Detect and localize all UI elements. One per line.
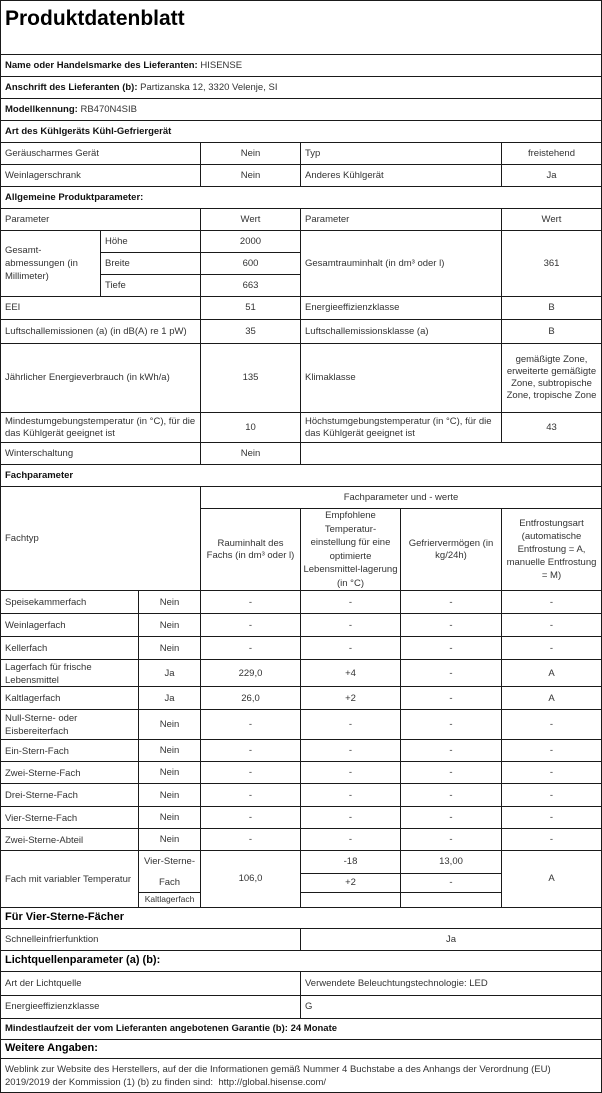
compartment-present: Ja xyxy=(138,659,201,688)
min-temp-label: Mindestumgebungstemperatur (in °C), für die das Kühlgerät geeignet ist xyxy=(0,412,201,443)
light-type-value: Verwendete Beleuchtungstechnologie: LED xyxy=(300,971,602,996)
col-header-freezing-capacity: Gefriervermögen (in kg/24h) xyxy=(400,508,502,591)
compartment-type: Zwei-Sterne-Fach xyxy=(0,761,139,785)
compartment-temperature: - xyxy=(300,828,401,852)
light-params-heading: Lichtquellenparameter (a) (b): xyxy=(0,950,602,972)
eei-label: EEI xyxy=(0,296,201,320)
compartment-type: Zwei-Sterne-Abteil xyxy=(0,828,139,852)
compartment-defrost: - xyxy=(501,783,602,808)
compartment-defrost: - xyxy=(501,590,602,615)
compartment-temperature: - xyxy=(300,783,401,808)
supplier-name-row xyxy=(0,54,602,77)
compartment-present: Nein xyxy=(138,761,201,785)
compartment-defrost: A xyxy=(501,686,602,711)
compartment-volume: - xyxy=(200,709,301,741)
compartment-temperature: - xyxy=(300,636,401,661)
variable-freeze1-value: 13,00 xyxy=(400,850,502,874)
compartment-type: Kaltlagerfach xyxy=(0,686,139,711)
winter-switch-label: Winterschaltung xyxy=(0,442,201,465)
compartment-defrost: - xyxy=(501,709,602,741)
compartment-volume: - xyxy=(200,636,301,661)
compartment-temperature: - xyxy=(300,806,401,830)
compartment-volume: - xyxy=(200,590,301,615)
variable-volume-value: 106,0 xyxy=(200,850,301,908)
supplier-address-label: Anschrift des Lieferanten (b): xyxy=(5,81,138,93)
compartment-freezing-capacity: - xyxy=(400,686,502,711)
col-header-volume: Rauminhalt des Fachs (in dm³ oder l) xyxy=(200,508,301,591)
light-class-value: G xyxy=(300,995,602,1019)
compartment-params-heading: Fachparameter xyxy=(0,464,602,487)
compartment-present: Nein xyxy=(138,828,201,852)
compartment-freezing-capacity: - xyxy=(400,590,502,615)
variable-temp2-value: +2 xyxy=(300,873,401,893)
compartment-temperature: +2 xyxy=(300,686,401,711)
total-volume-label: Gesamtrauminhalt (in dm³ oder l) xyxy=(300,230,502,297)
more-info-body: Weblink zur Website des Herstellers, auf der die Informationen gemäß Nummer 4 Buchstabe a des Anhangs der Verordnung (EU) 2019/2019 der Kommission (1) (b) zu finden sind: xyxy=(5,1064,551,1088)
col-header-value: Wert xyxy=(501,208,602,231)
type-row-label: Anderes Kühlgerät xyxy=(300,164,502,187)
total-volume-value: 361 xyxy=(501,230,602,297)
climate-class-label: Klimaklasse xyxy=(300,343,502,413)
compartment-volume: - xyxy=(200,806,301,830)
type-row-value: Nein xyxy=(200,164,301,187)
compartment-freezing-capacity: - xyxy=(400,636,502,661)
compartment-type: Lagerfach für frische Lebensmittel xyxy=(0,659,139,688)
compartment-defrost: - xyxy=(501,761,602,785)
appliance-type-label: Art des Kühlgeräts xyxy=(5,125,90,137)
general-params-heading: Allgemeine Produktparameter: xyxy=(0,186,602,209)
energy-consumption-label: Jährlicher Energieverbrauch (in kWh/a) xyxy=(0,343,201,413)
eei-value: 51 xyxy=(200,296,301,320)
manufacturer-weblink[interactable]: http://global.hisense.com/ xyxy=(218,1077,327,1088)
compartment-freezing-capacity: - xyxy=(400,709,502,741)
more-info-text xyxy=(0,1058,602,1093)
variable-compartment-label: Fach mit variabler Temperatur xyxy=(0,850,139,908)
col-header-param: Parameter xyxy=(300,208,502,231)
compartment-temperature: - xyxy=(300,739,401,763)
compartment-present: Nein xyxy=(138,636,201,661)
compartment-type: Speisekammerfach xyxy=(0,590,139,615)
supplier-address-value: Partizanska 12, 3320 Velenje, SI xyxy=(140,81,278,93)
noise-class-value: B xyxy=(501,319,602,344)
compartment-defrost: - xyxy=(501,739,602,763)
compartment-present: Ja xyxy=(138,686,201,711)
compartment-type: Vier-Sterne-Fach xyxy=(0,806,139,830)
dim-width-value: 600 xyxy=(200,252,301,275)
compartment-type: Weinlagerfach xyxy=(0,613,139,638)
appliance-type-value: Kühl-Gefriergerät xyxy=(92,125,172,137)
dim-height-value: 2000 xyxy=(200,230,301,253)
compartment-defrost: A xyxy=(501,659,602,688)
supplier-name-label: Name oder Handelsmarke des Lieferanten: xyxy=(5,59,198,71)
compartment-volume: 229,0 xyxy=(200,659,301,688)
compartment-freezing-capacity: - xyxy=(400,828,502,852)
light-class-label: Energieeffizienzklasse xyxy=(0,995,301,1019)
compartment-type: Null-Sterne- oder Eisbereiterfach xyxy=(0,709,139,741)
noise-label: Luftschallemissionen (a) (in dB(A) re 1 pW) xyxy=(0,319,201,344)
variable-freeze2-value: - xyxy=(400,873,502,893)
empty-cell xyxy=(400,892,502,908)
compartment-temperature: - xyxy=(300,613,401,638)
compartment-present: Nein xyxy=(138,783,201,808)
light-type-label: Art der Lichtquelle xyxy=(0,971,301,996)
warranty-row xyxy=(0,1018,602,1040)
min-temp-value: 10 xyxy=(200,412,301,443)
compartment-freezing-capacity: - xyxy=(400,806,502,830)
dim-height-label: Höhe xyxy=(100,230,201,253)
model-value: RB470N4SIB xyxy=(80,103,137,115)
compartment-temperature: - xyxy=(300,761,401,785)
type-row-label: Geräuscharmes Gerät xyxy=(0,142,201,165)
compartment-present: Nein xyxy=(138,590,201,615)
compartment-freezing-capacity: - xyxy=(400,739,502,763)
col-header-value: Wert xyxy=(200,208,301,231)
col-header-compartment-type: Fachtyp xyxy=(0,486,201,591)
max-temp-value: 43 xyxy=(501,412,602,443)
dim-width-label: Breite xyxy=(100,252,201,275)
winter-switch-value: Nein xyxy=(200,442,301,465)
supplier-address-row xyxy=(0,76,602,99)
energy-class-value: B xyxy=(501,296,602,320)
compartment-volume: - xyxy=(200,783,301,808)
compartment-type: Ein-Stern-Fach xyxy=(0,739,139,763)
four-star-heading: Für Vier-Sterne-Fächer xyxy=(0,907,602,929)
compartment-freezing-capacity: - xyxy=(400,613,502,638)
variable-defrost-value: A xyxy=(501,850,602,908)
compartment-defrost: - xyxy=(501,828,602,852)
supplier-name-value: HISENSE xyxy=(200,59,243,71)
compartment-present: Nein xyxy=(138,709,201,741)
type-row-label: Weinlagerschrank xyxy=(0,164,201,187)
compartment-volume: - xyxy=(200,761,301,785)
fast-freeze-label: Schnelleinfrierfunktion xyxy=(0,928,301,951)
col-group-header: Fachparameter und - werte xyxy=(200,486,602,509)
col-header-param: Parameter xyxy=(0,208,201,231)
max-temp-label: Höchstumgebungstemperatur (in °C), für die das Kühlgerät geeignet ist xyxy=(300,412,502,443)
variable-sub2-label: Kaltlagerfach xyxy=(138,892,201,908)
energy-class-label: Energieeffizienzklasse xyxy=(300,296,502,320)
appliance-type-row xyxy=(0,120,602,143)
type-row-label: Typ xyxy=(300,142,502,165)
type-row-value: Ja xyxy=(501,164,602,187)
page-title xyxy=(0,0,602,55)
compartment-type: Kellerfach xyxy=(0,636,139,661)
more-info-heading: Weitere Angaben: xyxy=(0,1039,602,1059)
col-header-defrost-type: Entfrostungsart (automatische Entfrostung = A, manuelle Entfrostung = M) xyxy=(501,508,602,591)
compartment-volume: 26,0 xyxy=(200,686,301,711)
compartment-type: Drei-Sterne-Fach xyxy=(0,783,139,808)
dimensions-label: Gesamt-abmessungen (in Millimeter) xyxy=(0,230,101,297)
compartment-freezing-capacity: - xyxy=(400,761,502,785)
type-row-value: Nein xyxy=(200,142,301,165)
variable-sub1-label: Vier-Sterne-Fach xyxy=(138,850,201,893)
compartment-defrost: - xyxy=(501,806,602,830)
compartment-temperature: - xyxy=(300,590,401,615)
compartment-present: Nein xyxy=(138,739,201,763)
empty-cell xyxy=(300,892,401,908)
variable-temp1-value: -18 xyxy=(300,850,401,874)
dim-depth-label: Tiefe xyxy=(100,274,201,297)
model-row xyxy=(0,98,602,121)
model-label: Modellkennung: xyxy=(5,103,78,115)
noise-value: 35 xyxy=(200,319,301,344)
compartment-temperature: - xyxy=(300,709,401,741)
compartment-defrost: - xyxy=(501,613,602,638)
compartment-volume: - xyxy=(200,613,301,638)
warranty-label: Mindestlaufzeit der vom Lieferanten angebotenen Garantie (b): xyxy=(5,1023,288,1035)
compartment-volume: - xyxy=(200,739,301,763)
title-text: Produktdatenblatt xyxy=(5,7,185,30)
type-row-value: freistehend xyxy=(501,142,602,165)
col-header-temperature: Empfohlene Temperatur-einstellung für eine optimierte Lebensmittel-lagerung (in °C) xyxy=(300,508,401,591)
climate-class-value: gemäßigte Zone, erweiterte gemäßigte Zone, subtropische Zone, tropische Zone xyxy=(501,343,602,413)
empty-cell xyxy=(300,442,602,465)
warranty-value: 24 Monate xyxy=(290,1023,338,1035)
noise-class-label: Luftschallemissionsklasse (a) xyxy=(300,319,502,344)
compartment-present: Nein xyxy=(138,806,201,830)
fast-freeze-value: Ja xyxy=(300,928,602,951)
compartment-present: Nein xyxy=(138,613,201,638)
compartment-temperature: +4 xyxy=(300,659,401,688)
compartment-volume: - xyxy=(200,828,301,852)
compartment-freezing-capacity: - xyxy=(400,783,502,808)
compartment-freezing-capacity: - xyxy=(400,659,502,688)
compartment-defrost: - xyxy=(501,636,602,661)
dim-depth-value: 663 xyxy=(200,274,301,297)
energy-consumption-value: 135 xyxy=(200,343,301,413)
